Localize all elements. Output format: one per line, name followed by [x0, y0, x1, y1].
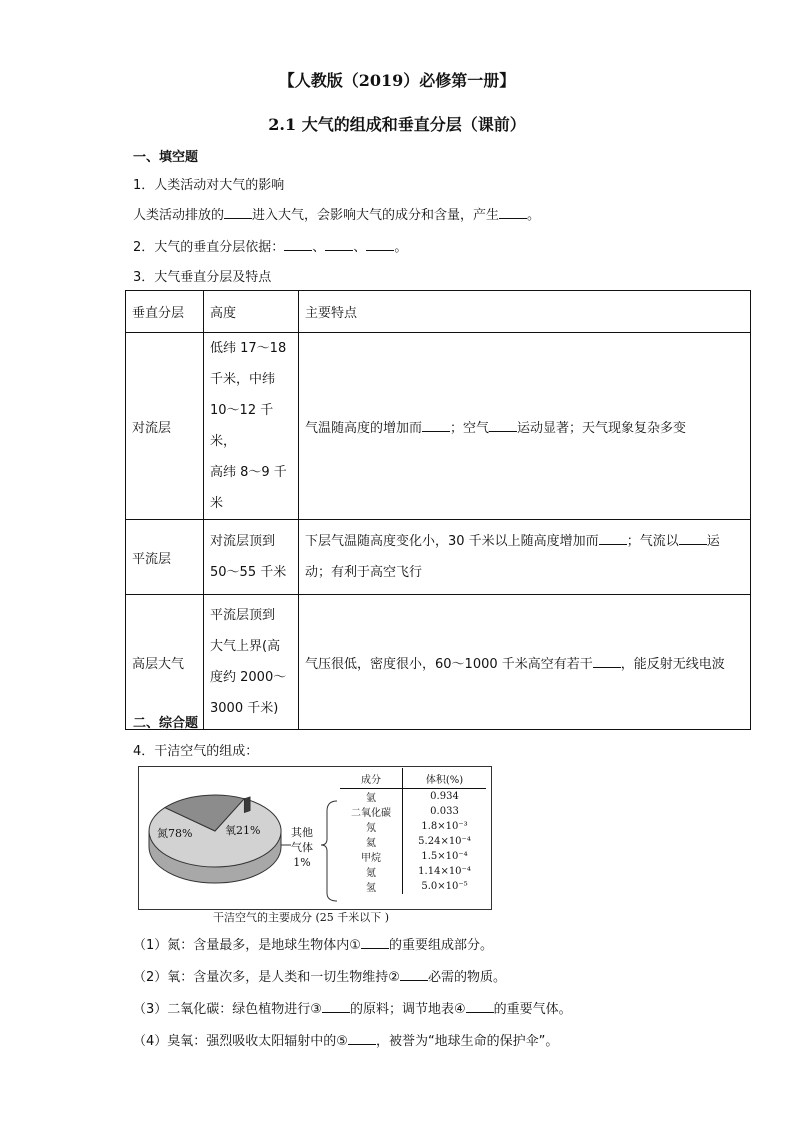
- table-row: [340, 804, 486, 819]
- answer-text: 的重要气体。: [493, 1002, 572, 1017]
- layer-name: 平流层: [126, 520, 204, 595]
- height-line: 大气上界(高: [210, 639, 281, 654]
- gas-volume: 1.8×10⁻³: [421, 821, 468, 832]
- answer-blank[interactable]: [284, 238, 312, 251]
- height-line: 高纬 8～9 千: [210, 465, 287, 480]
- answer-text: （4）臭氧：强烈吸收太阳辐射中的⑤: [133, 1034, 348, 1049]
- q2-sep: 、: [312, 240, 326, 255]
- answer-blank[interactable]: [599, 532, 627, 545]
- table-row: [126, 595, 751, 730]
- layer-height: [204, 595, 299, 730]
- answer-line-3: [133, 998, 572, 1017]
- section-heading-comprehensive: 二、综合题: [133, 716, 199, 731]
- other-gas-label-line: 气体: [291, 841, 313, 854]
- other-gas-header: 成分: [340, 768, 403, 789]
- answer-line-4: [133, 1030, 558, 1049]
- other-gas-header: 体积(%): [403, 768, 487, 789]
- table-row: [340, 819, 486, 834]
- answer-blank[interactable]: [361, 936, 389, 949]
- q1-part-b: 进入大气，会影响大气的成分和含量，产生: [252, 208, 500, 223]
- pie-label-oxygen: 氧21%: [225, 824, 261, 837]
- feature-text: 气温随高度的增加而: [305, 420, 423, 436]
- feature-text: ；空气: [450, 420, 490, 436]
- question-1-text: [133, 204, 540, 223]
- q2-sep: 、: [353, 240, 367, 255]
- height-line: 3000 千米): [210, 701, 279, 716]
- answer-text: （3）二氧化碳：绿色植物进行③: [133, 1002, 322, 1017]
- answer-line-2: [133, 966, 506, 985]
- section-heading-fill-blank: 一、填空题: [133, 150, 199, 165]
- gas-name: 二氧化碳: [340, 804, 403, 819]
- other-gas-label-line: 其他: [291, 826, 313, 839]
- feature-text: 气压很低，密度很小，60～1000 千米高空有若干: [305, 656, 593, 672]
- brace: [321, 801, 337, 901]
- answer-blank[interactable]: [366, 238, 394, 251]
- layer-height: [204, 520, 299, 595]
- gas-name: 甲烷: [340, 849, 403, 864]
- gas-name: 氖: [340, 819, 403, 834]
- answer-text: 的原料；调节地表④: [349, 1002, 466, 1017]
- answer-blank[interactable]: [325, 238, 353, 251]
- height-line: 米: [210, 496, 224, 511]
- answer-blank[interactable]: [348, 1032, 376, 1045]
- feature-text: ，能反射无线电波: [620, 656, 725, 672]
- height-line: 对流层顶到: [210, 534, 276, 549]
- answer-text: 必需的物质。: [427, 970, 506, 985]
- table-row: [340, 834, 486, 849]
- question-1-title: 1．人类活动对大气的影响: [133, 178, 285, 193]
- answer-blank[interactable]: [679, 532, 707, 545]
- figure-caption: 干洁空气的主要成分 (25 千米以下 ): [213, 911, 390, 924]
- feature-text: 运动；有利于高空飞行: [305, 534, 720, 580]
- q1-part-c: 。: [527, 208, 541, 223]
- other-gas-label-line: 1%: [293, 856, 311, 869]
- table-row: [340, 789, 486, 805]
- layer-features: [299, 333, 751, 520]
- table-header-cell: 主要特点: [299, 291, 751, 333]
- layer-features: [299, 595, 751, 730]
- feature-text: 运动显著；天气现象复杂多变: [517, 420, 687, 436]
- table-header-cell: 高度: [204, 291, 299, 333]
- height-line: 千米，中纬: [210, 372, 276, 387]
- answer-text: ，被誉为“地球生命的保护伞”。: [375, 1034, 559, 1049]
- document-subtitle: 2.1 大气的组成和垂直分层（课前）: [268, 115, 526, 134]
- height-line: 平流层顶到: [210, 608, 276, 623]
- height-line: 50～55 千米: [210, 565, 287, 580]
- table-row: [340, 849, 486, 864]
- answer-blank[interactable]: [593, 655, 621, 668]
- layer-features: [299, 520, 751, 595]
- q2-end: 。: [394, 240, 408, 255]
- table-row: [126, 520, 751, 595]
- q1-part-a: 人类活动排放的: [133, 208, 225, 223]
- gas-volume: 0.033: [430, 806, 459, 817]
- height-line: 10～12 千米，: [210, 403, 274, 449]
- other-gas-label: [291, 825, 313, 870]
- gas-volume: 5.0×10⁻⁵: [421, 881, 468, 892]
- answer-blank[interactable]: [499, 206, 527, 219]
- question-3-title: 3．大气垂直分层及特点: [133, 270, 272, 285]
- gas-name: 氩: [340, 789, 403, 805]
- layer-name: 高层大气: [126, 595, 204, 730]
- layer-name: 对流层: [126, 333, 204, 520]
- document-title: 【人教版（2019）必修第一册】: [278, 71, 516, 90]
- answer-blank[interactable]: [400, 968, 428, 981]
- feature-text: 下层气温随高度变化小，30 千米以上随高度增加而: [305, 534, 599, 549]
- gas-volume: 1.5×10⁻⁴: [421, 851, 468, 862]
- layer-height: [204, 333, 299, 520]
- answer-blank[interactable]: [489, 419, 517, 432]
- answer-blank[interactable]: [422, 419, 450, 432]
- height-line: 度约 2000～: [210, 670, 287, 685]
- other-gas-header-row: [340, 768, 486, 789]
- table-header-row: [126, 291, 751, 333]
- gas-name: 氢: [340, 879, 403, 894]
- gas-volume: 0.934: [430, 791, 459, 802]
- answer-line-1: [133, 934, 493, 953]
- table-row: [126, 333, 751, 520]
- q2-part-a: 2．大气的垂直分层依据：: [133, 240, 285, 255]
- answer-blank[interactable]: [322, 1000, 350, 1013]
- question-2-text: [133, 236, 407, 255]
- answer-blank[interactable]: [466, 1000, 494, 1013]
- gas-volume: 1.14×10⁻⁴: [418, 866, 471, 877]
- answer-text: 的重要组成部分。: [388, 938, 493, 953]
- answer-text: （2）氧：含量次多，是人类和一切生物维持②: [133, 970, 400, 985]
- other-gas-table: [340, 768, 486, 894]
- gas-name: 氦: [340, 834, 403, 849]
- answer-text: （1）氮：含量最多，是地球生物体内①: [133, 938, 361, 953]
- gas-volume: 5.24×10⁻⁴: [418, 836, 471, 847]
- question-4-title: 4．干洁空气的组成：: [133, 744, 259, 759]
- table-row: [340, 879, 486, 894]
- gas-name: 氪: [340, 864, 403, 879]
- atmosphere-layers-table: [125, 290, 751, 730]
- answer-blank[interactable]: [224, 206, 252, 219]
- pie-label-nitrogen: 氮78%: [157, 827, 193, 840]
- pie-slice-other: [244, 797, 250, 813]
- table-row: [340, 864, 486, 879]
- table-header-cell: 垂直分层: [126, 291, 204, 333]
- height-line: 低纬 17～18: [210, 341, 287, 356]
- feature-text: ；气流以: [626, 534, 679, 549]
